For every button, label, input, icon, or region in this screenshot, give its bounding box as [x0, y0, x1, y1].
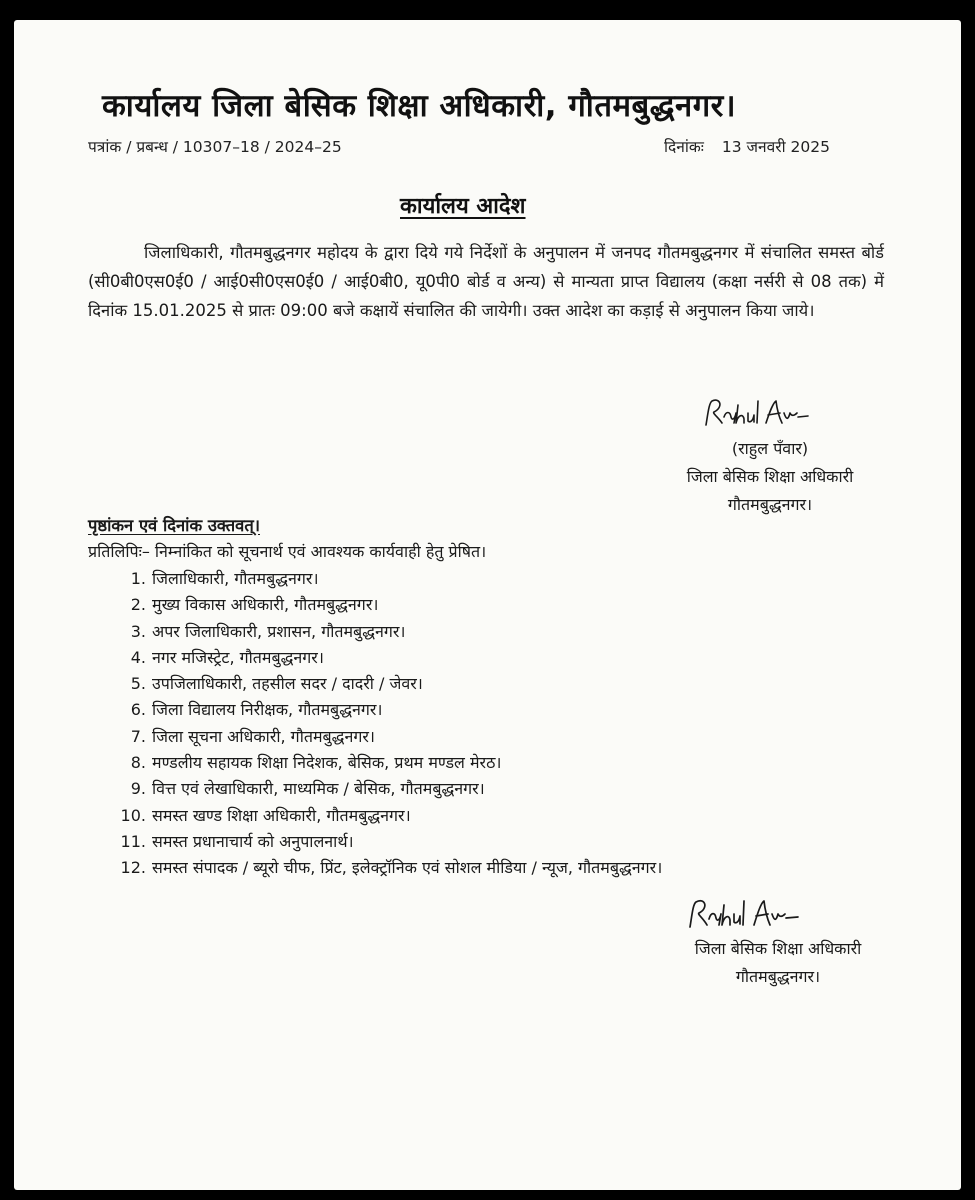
- reference-number: पत्रांक / प्रबन्ध / 10307–18 / 2024–25: [88, 138, 342, 156]
- list-item: 1. जिलाधिकारी, गौतमबुद्धनगर।: [130, 569, 319, 588]
- list-item: 7. जिला सूचना अधिकारी, गौतमबुद्धनगर।: [130, 726, 375, 746]
- office-title: कार्यालय जिला बेसिक शिक्षा अधिकारी, गौतमबुद्धनगर।: [102, 88, 737, 124]
- list-item: 3. अपर जिलाधिकारी, प्रशासन, गौतमबुद्धनगर।: [130, 621, 406, 641]
- list-item: 2. मुख्य विकास अधिकारी, गौतमबुद्धनगर।: [130, 595, 379, 615]
- date-label: दिनांकः: [664, 138, 704, 156]
- signature-block-1: [640, 395, 900, 519]
- copy-to-intro: प्रतिलिपिः– निम्नांकित को सूचनार्थ एवं आवश्यक कार्यवाही हेतु प्रेषित।: [88, 542, 487, 561]
- date-line: [664, 135, 848, 157]
- endorsement-heading: पृष्ठांकन एवं दिनांक उक्तवत्।: [88, 516, 260, 535]
- order-heading: कार्यालय आदेश: [400, 194, 526, 219]
- date-value: 13 जनवरी 2025: [721, 138, 831, 156]
- signatory-place: गौतमबुद्धनगर।: [727, 495, 813, 514]
- signatory-name: (राहुल पँवार): [731, 439, 809, 458]
- list-item: 5. उपजिलाधिकारी, तहसील सदर / दादरी / जेवर।: [130, 674, 423, 694]
- signature-block-2: [648, 895, 908, 991]
- list-item: 6. जिला विद्यालय निरीक्षक, गौतमबुद्धनगर।: [130, 700, 383, 720]
- signatory-place-2: गौतमबुद्धनगर।: [735, 967, 821, 986]
- list-item: 8. मण्डलीय सहायक शिक्षा निदेशक, बेसिक, प्रथम मण्डल मेरठ।: [130, 753, 502, 773]
- handwritten-signature-2: [684, 895, 814, 935]
- list-item: 9. वित्त एवं लेखाधिकारी, माध्यमिक / बेसिक, गौतमबुद्धनगर।: [130, 779, 485, 799]
- handwritten-signature-1: [700, 395, 820, 433]
- order-body: जिलाधिकारी, गौतमबुद्धनगर महोदय के द्वारा दिये गये निर्देशों के अनुपालन में जनपद गौतमबुद्धनगर में संचालित समस्त बोर्ड (सी0बी0एस0ई0 / आई0सी0एस0ई0 / आई0बी0, यू0पी0 बोर्ड व अन्य) से मान्यता प्राप्त विद्यालय (कक्षा नर्सरी से 08 तक) में दिनांक 15.01.2025 से प्रातः 09:00 बजे कक्षायें संचालित की जायेगी। उक्त आदेश का कड़ाई से अनुपालन किया जाये।: [88, 243, 884, 320]
- list-item: 10. समस्त खण्ड शिक्षा अधिकारी, गौतमबुद्धनगर।: [120, 805, 411, 825]
- signatory-designation-2: जिला बेसिक शिक्षा अधिकारी: [694, 939, 862, 958]
- signatory-designation: जिला बेसिक शिक्षा अधिकारी: [686, 467, 854, 486]
- list-item: 12. समस्त संपादक / ब्यूरो चीफ, प्रिंट, इलेक्ट्रॉनिक एवं सोशल मीडिया / न्यूज, गौतमबुद्धनगर।: [120, 858, 663, 878]
- list-item: 4. नगर मजिस्ट्रेट, गौतमबुद्धनगर।: [130, 647, 324, 667]
- recipient-list: [118, 566, 662, 882]
- list-item: 11. समस्त प्रधानाचार्य को अनुपालनार्थ।: [120, 831, 354, 851]
